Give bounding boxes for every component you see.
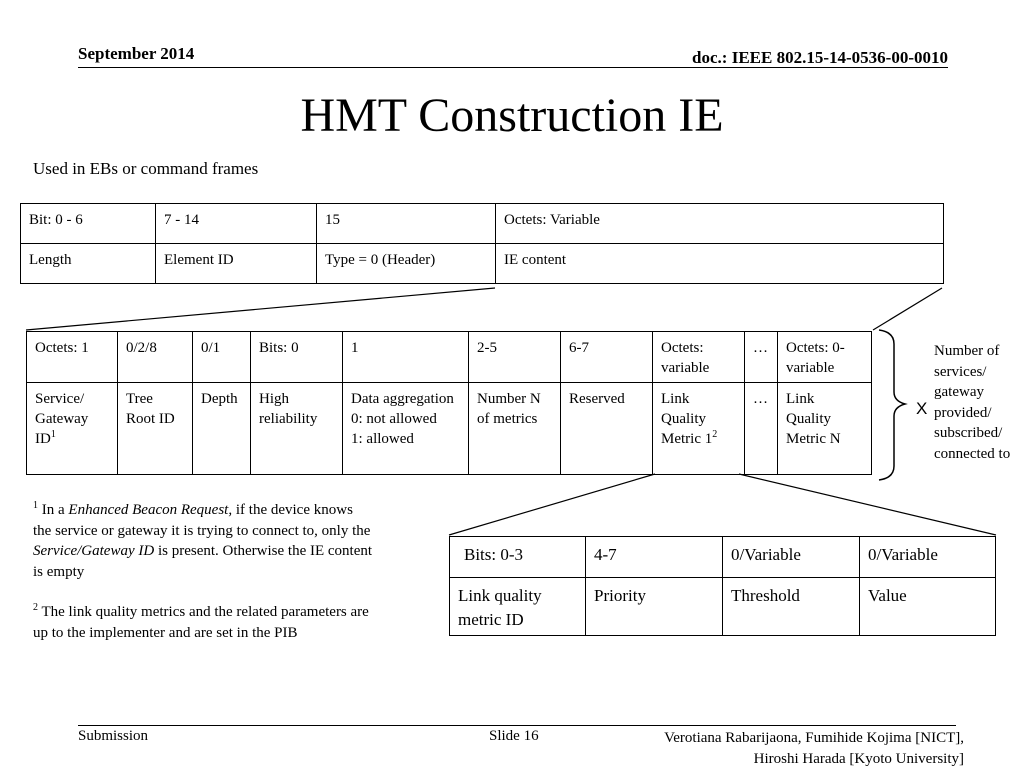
cell-length: Length	[21, 244, 156, 284]
cell-type: Type = 0 (Header)	[317, 244, 496, 284]
slide-subtitle: Used in EBs or command frames	[33, 159, 259, 178]
footer-authors: Verotiana Rabarijaona, Fumihide Kojima [NICT], Hiroshi Harada [Kyoto University]	[664, 730, 964, 767]
header-doc-id: doc.: IEEE 802.15-14-0536-00-0010	[692, 48, 948, 67]
ie-content-table	[26, 331, 872, 475]
cell-ellipsis: …	[745, 383, 778, 475]
footer-submission: Submission	[78, 728, 149, 744]
connector-bottom-left	[449, 474, 655, 535]
connector-top-right	[873, 288, 942, 330]
cell-ie-content: IE content	[496, 244, 944, 284]
cell-bits-4-7: 4-7	[586, 537, 723, 578]
cell-size-high-reliability: Bits: 0	[251, 332, 343, 383]
cell-size-service-id: Octets: 1	[27, 332, 118, 383]
footer-slide-number: Slide 16	[489, 728, 539, 744]
cell-bits-7-14: 7 - 14	[156, 204, 317, 244]
cell-link-quality-metric-n: Link Quality Metric N	[778, 383, 872, 475]
side-note: Number of services/ gateway provided/ subscribed/ connected to	[934, 343, 1011, 462]
connector-top-left	[26, 288, 495, 330]
curly-brace	[879, 330, 905, 480]
header-date: September 2014	[78, 44, 195, 63]
cell-threshold: Threshold	[723, 578, 860, 636]
cell-priority: Priority	[586, 578, 723, 636]
cell-high-reliability: High reliability	[251, 383, 343, 475]
cell-bits-0-3: Bits: 0-3	[450, 537, 586, 578]
footnote-2: $^2$ The link quality metrics and the related parameters are up to the implementer and are set in the PIB	[33, 602, 369, 641]
cell-element-id: Element ID	[156, 244, 317, 284]
cell-size-tree-root: 0/2/8	[118, 332, 193, 383]
cell-number-of-metrics: Number N of metrics	[469, 383, 561, 475]
footnotes	[33, 500, 373, 663]
cell-data-aggregation: Data aggregation 0: not allowed 1: allowed	[343, 383, 469, 475]
cell-bit-15: 15	[317, 204, 496, 244]
cell-size-reserved: 6-7	[561, 332, 653, 383]
cell-value-size: 0/Variable	[860, 537, 996, 578]
cell-depth: Depth	[193, 383, 251, 475]
cell-threshold-size: 0/Variable	[723, 537, 860, 578]
cell-link-quality-metric-1: Link Quality Metric $1^2$	[653, 383, 745, 475]
cell-size-link-quality-n: Octets: 0-variable	[778, 332, 872, 383]
connector-bottom-right	[739, 474, 996, 535]
cell-value: Value	[860, 578, 996, 636]
cell-size-number-of-metrics: 2-5	[469, 332, 561, 383]
link-quality-metric-table	[449, 536, 996, 636]
cell-tree-root-id: Tree Root ID	[118, 383, 193, 475]
footnote-1: $^1$ In a Enhanced Beacon Request, if the device knows the service or gateway it is trying to connect to, only the Service/Gateway ID is present. Otherwise the IE content is empty	[33, 500, 373, 580]
cell-size-data-aggregation: 1	[343, 332, 469, 383]
slide-title: HMT Construction IE	[300, 89, 724, 142]
cell-link-quality-metric-id: Link quality metric ID	[450, 578, 586, 636]
cell-reserved: Reserved	[561, 383, 653, 475]
cell-octets-variable: Octets: Variable	[496, 204, 944, 244]
multiplier-x: X	[916, 399, 928, 418]
cell-size-ellipsis: …	[745, 332, 778, 383]
cell-size-link-quality-1: Octets: variable	[653, 332, 745, 383]
cell-size-depth: 0/1	[193, 332, 251, 383]
cell-service-gateway-id: Service/ Gateway $ID^1$	[27, 383, 118, 475]
header-ie-table	[20, 203, 944, 284]
footer-divider	[78, 725, 956, 726]
cell-bits-0-6: Bit: 0 - 6	[21, 204, 156, 244]
